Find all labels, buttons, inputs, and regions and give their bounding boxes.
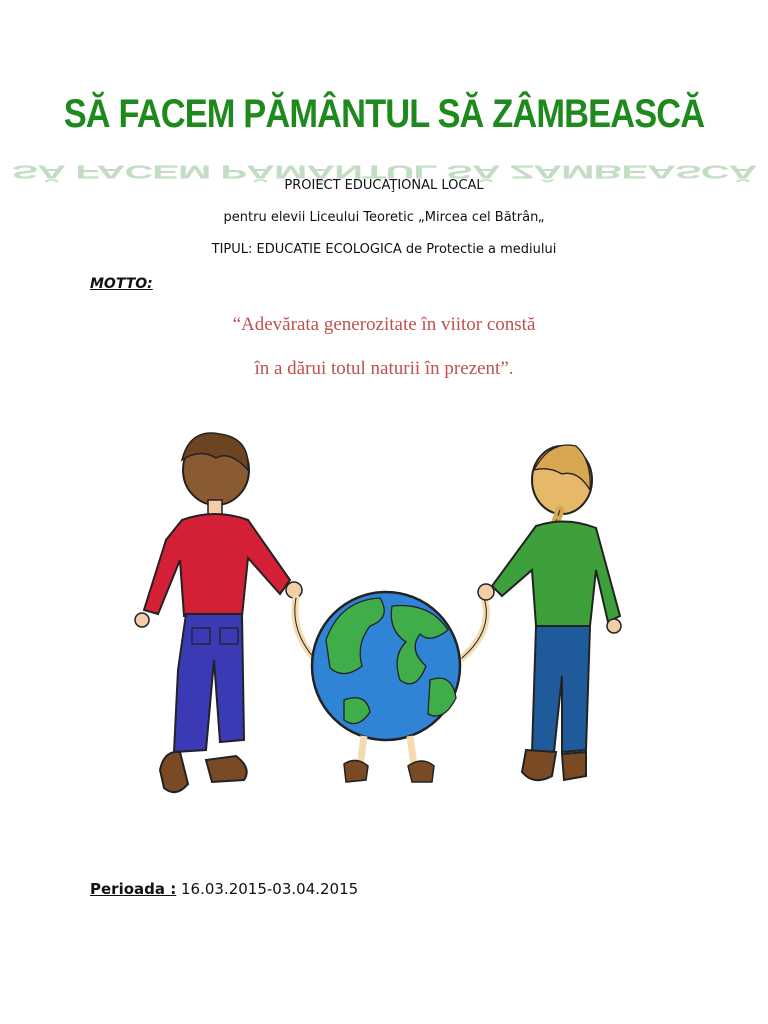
period-value: 16.03.2015-03.04.2015 <box>181 880 359 898</box>
period-line <box>90 880 358 898</box>
title-reflection: SĂ FACEM PĂMÂNTUL SĂ ZÂMBEASCĂ <box>11 161 757 182</box>
earth-figure <box>295 592 487 782</box>
title-block <box>0 92 768 182</box>
education-type-line: TIPUL: EDUCATIE ECOLOGICA de Protectie a mediului <box>211 242 557 257</box>
school-line: pentru elevii Liceului Teoretic „Mircea cel Bătrân„ <box>223 210 545 225</box>
motto-quote-line-2: în a dărui totul naturii în prezent”. <box>254 358 514 379</box>
motto-quote-line-1: “Adevărata generozitate în viitor constă <box>232 314 536 335</box>
children-holding-earth-illustration <box>130 430 640 810</box>
project-type-line: PROIECT EDUCAŢIONAL LOCAL <box>284 178 484 193</box>
girl-figure <box>478 445 621 780</box>
boy-figure <box>135 433 302 792</box>
period-label: Perioada : <box>90 880 177 898</box>
motto-label: MOTTO: <box>90 276 153 292</box>
page-title: SĂ FACEM PĂMÂNTUL SĂ ZÂMBEASCĂ <box>63 92 705 136</box>
